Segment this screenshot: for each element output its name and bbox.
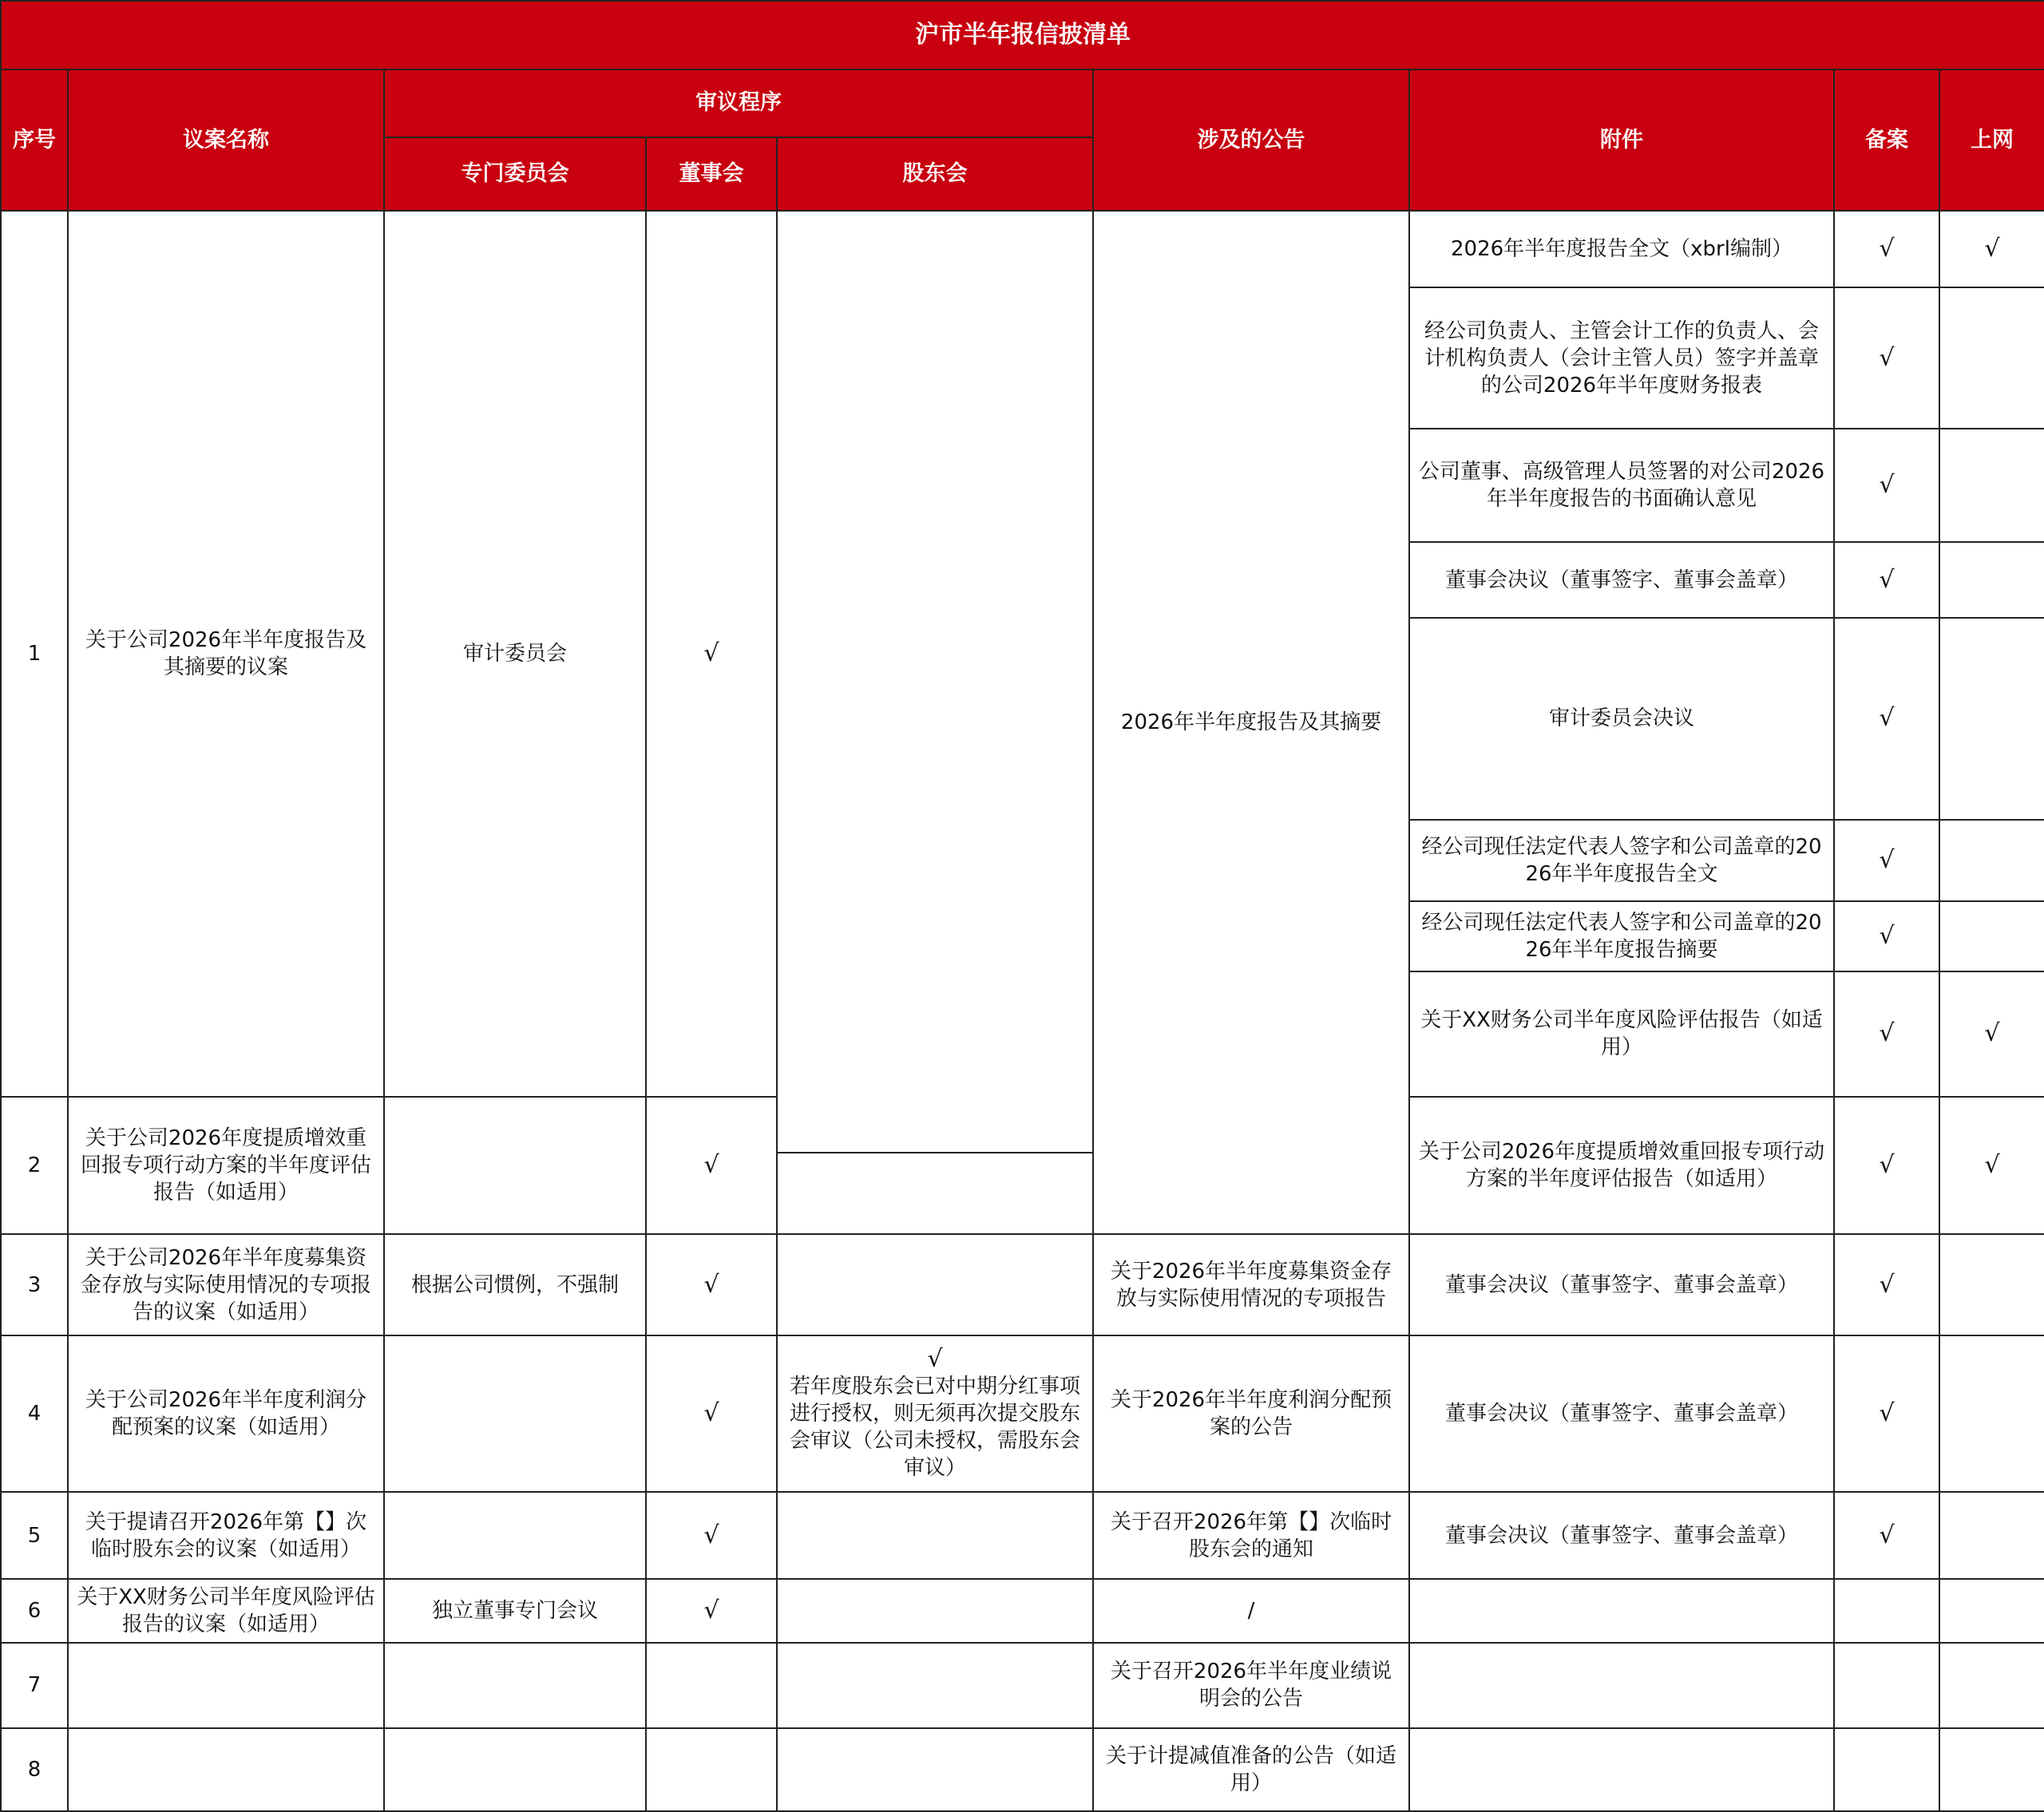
row1-attachment-8-file: √ [1834,971,1939,1097]
row3-announce: 关于2026年半年度募集资金存放与实际使用情况的专项报告 [1093,1234,1409,1335]
row5-board-check: √ [646,1492,777,1578]
header-name: 议案名称 [68,69,384,211]
row7-announce: 关于召开2026年半年度业绩说明会的公告 [1093,1643,1409,1727]
row8-board [646,1728,777,1811]
header-review: 审议程序 [384,69,1093,136]
row1-attachment-5: 审计委员会决议 [1409,618,1834,820]
row8-seq: 8 [1,1728,68,1811]
row6-online [1939,1579,2044,1643]
row7-file [1834,1643,1939,1727]
header-file: 备案 [1834,69,1939,211]
row4-attachment: 董事会决议（董事签字、董事会盖章） [1409,1335,1834,1493]
row1-attachment-3: 公司董事、高级管理人员签署的对公司2026年半年度报告的书面确认意见 [1409,429,1834,543]
row1-attachment-5-online [1939,618,2044,820]
row3-attachment: 董事会决议（董事签字、董事会盖章） [1409,1234,1834,1335]
row5-shareholders [777,1492,1093,1578]
row1-attachment-6-file: √ [1834,820,1939,901]
row7-seq: 7 [1,1643,68,1727]
table-title: 沪市半年报信披清单 [1,1,2044,69]
row6-attachment [1409,1579,1834,1643]
row5-name: 关于提请召开2026年第【】次临时股东会的议案（如适用） [68,1492,384,1578]
header-online: 上网 [1939,69,2044,211]
row2-name: 关于公司2026年度提质增效重回报专项行动方案的半年度评估报告（如适用） [68,1097,384,1235]
row1-board-check: √ [646,211,777,1097]
row7-shareholders [777,1643,1093,1727]
row5-seq: 5 [1,1492,68,1578]
header-announce: 涉及的公告 [1093,69,1409,211]
row4-shareholders-note: 若年度股东会已对中期分红事项进行授权，则无须再次提交股东会审议（公司未授权，需股东会审议） [789,1375,1080,1481]
row1-attachment-7: 经公司现任法定代表人签字和公司盖章的2026年半年度报告摘要 [1409,901,1834,971]
row1-seq: 1 [1,211,68,1097]
header-attach: 附件 [1409,69,1834,211]
row6-announce: / [1093,1579,1409,1643]
row8-name [68,1728,384,1811]
row1-name: 关于公司2026年半年度报告及其摘要的议案 [68,211,384,1097]
row1-attachment-4: 董事会决议（董事签字、董事会盖章） [1409,542,1834,617]
row6-committee: 独立董事专门会议 [384,1579,646,1643]
row4-name: 关于公司2026年半年度利润分配预案的议案（如适用） [68,1335,384,1493]
row5-committee [384,1492,646,1578]
row1-attachment-2: 经公司负责人、主管会计工作的负责人、会计机构负责人（会计主管人员）签字并盖章的公司2026年半年度财务报表 [1409,287,1834,429]
row3-committee: 根据公司惯例，不强制 [384,1234,646,1335]
row4-file: √ [1834,1335,1939,1493]
row4-board-check: √ [646,1335,777,1493]
row1-committee: 审计委员会 [384,211,646,1097]
row1-attachment-8-online: √ [1939,971,2044,1097]
row1-attachment-6: 经公司现任法定代表人签字和公司盖章的2026年半年度报告全文 [1409,820,1834,901]
row4-shareholders [777,1335,1093,1493]
row2-committee [384,1097,646,1235]
row7-committee [384,1643,646,1727]
row4-seq: 4 [1,1335,68,1493]
row8-file [1834,1728,1939,1811]
row3-file: √ [1834,1234,1939,1335]
row1-attachment-1-online: √ [1939,211,2044,287]
header-committee: 专门委员会 [384,137,646,211]
row3-shareholders [777,1234,1093,1335]
row3-board-check: √ [646,1234,777,1335]
row3-name: 关于公司2026年半年度募集资金存放与实际使用情况的专项报告的议案（如适用） [68,1234,384,1335]
row2-attachment: 关于公司2026年度提质增效重回报专项行动方案的半年度评估报告（如适用） [1409,1097,1834,1235]
row6-board-check: √ [646,1579,777,1643]
row1-attachment-3-file: √ [1834,429,1939,543]
row7-board [646,1643,777,1727]
row2-file: √ [1834,1097,1939,1235]
row7-online [1939,1643,2044,1727]
header-seq: 序号 [1,69,68,211]
row4-announce: 关于2026年半年度利润分配预案的公告 [1093,1335,1409,1493]
row1-attachment-4-file: √ [1834,542,1939,617]
header-shareholders: 股东会 [777,137,1093,211]
row4-online [1939,1335,2044,1493]
row2-online: √ [1939,1097,2044,1235]
row5-announce: 关于召开2026年第【】次临时股东会的通知 [1093,1492,1409,1578]
row8-shareholders [777,1728,1093,1811]
row8-online [1939,1728,2044,1811]
row8-announce: 关于计提减值准备的公告（如适用） [1093,1728,1409,1811]
row2-board-check: √ [646,1097,777,1235]
row4-committee [384,1335,646,1493]
row1-attachment-5-file: √ [1834,618,1939,820]
row3-seq: 3 [1,1234,68,1335]
row1-2-announce: 2026年半年度报告及其摘要 [1093,211,1409,1234]
row1-attachment-8: 关于XX财务公司半年度风险评估报告（如适用） [1409,971,1834,1097]
header-board: 董事会 [646,137,777,211]
row6-shareholders [777,1579,1093,1643]
row1-attachment-1-file: √ [1834,211,1939,287]
row4-shareholders-check: √ [927,1345,943,1374]
row1-attachment-2-file: √ [1834,287,1939,429]
row6-file [1834,1579,1939,1643]
row1-2-shareholders [777,211,1093,1153]
row8-committee [384,1728,646,1811]
row3-online [1939,1234,2044,1335]
row1-attachment-6-online [1939,820,2044,901]
row1-attachment-1: 2026年半年度报告全文（xbrl编制） [1409,211,1834,287]
row5-file: √ [1834,1492,1939,1578]
row1-attachment-7-file: √ [1834,901,1939,971]
row8-attachment [1409,1728,1834,1811]
row5-online [1939,1492,2044,1578]
row7-name [68,1643,384,1727]
row2-seq: 2 [1,1097,68,1235]
row6-seq: 6 [1,1579,68,1643]
row1-attachment-3-online [1939,429,2044,543]
row5-attachment: 董事会决议（董事签字、董事会盖章） [1409,1492,1834,1578]
row6-name: 关于XX财务公司半年度风险评估报告的议案（如适用） [68,1579,384,1643]
row1-attachment-7-online [1939,901,2044,971]
row1-attachment-4-online [1939,542,2044,617]
row7-attachment [1409,1643,1834,1727]
row1-attachment-2-online [1939,287,2044,429]
